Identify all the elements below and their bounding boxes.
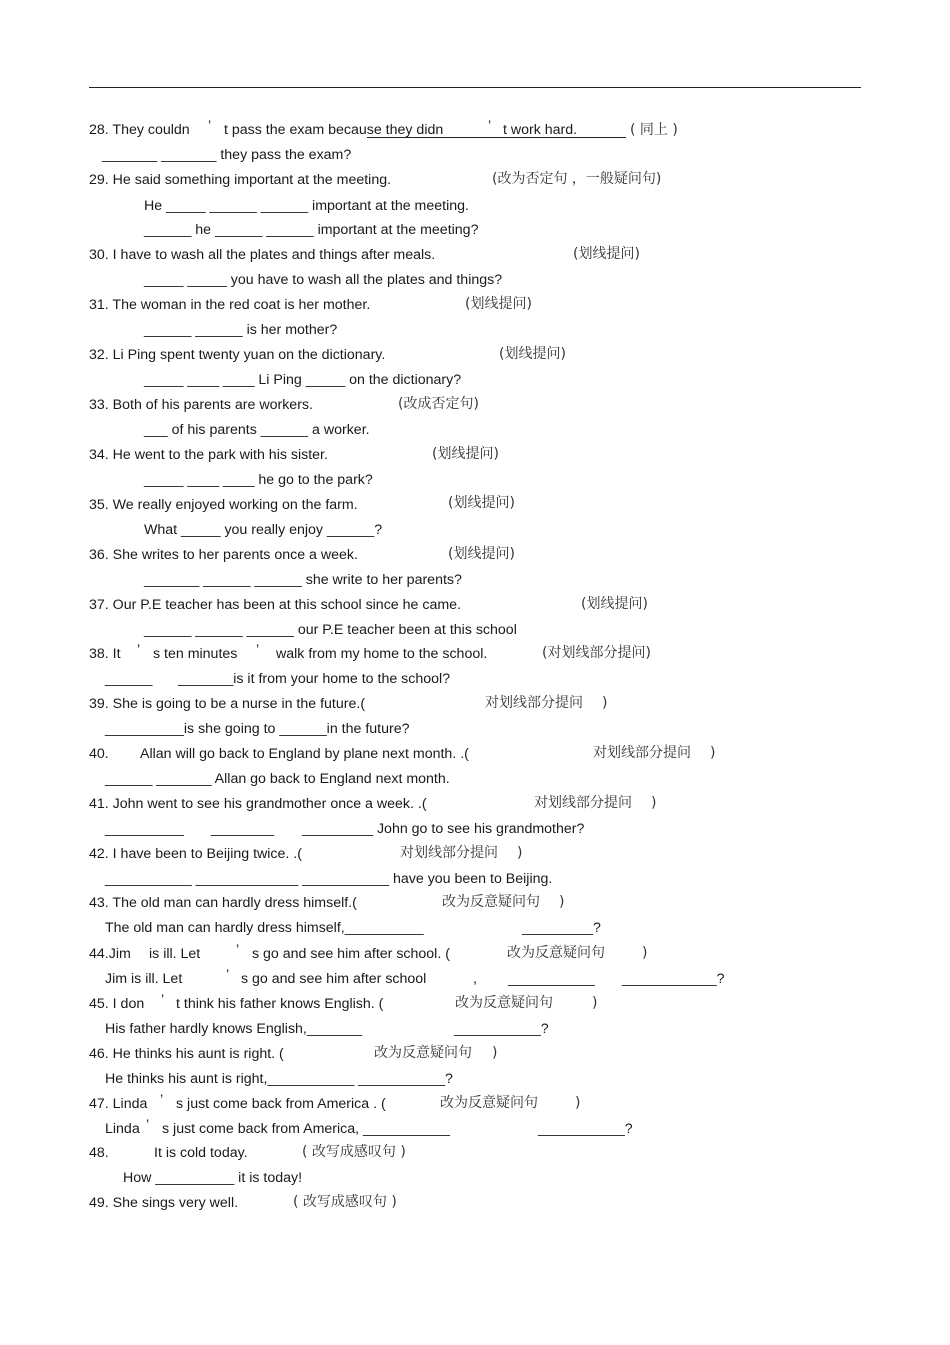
q42-answer-line: ___________ _____________ ___________ have you been to Beijing.: [105, 871, 553, 887]
q43-prompt: 43. The old man can hardly dress himself.(: [89, 895, 357, 911]
q32-prompt: 32. Li Ping spent twenty yuan on the dictionary.: [89, 347, 386, 363]
q41-close-paren: ): [651, 795, 657, 811]
q44-prompt-part3: s go and see him after school. (: [252, 946, 450, 962]
q46-close-paren: ): [492, 1045, 498, 1061]
q38-answer-line: _______is it from your home to the school?: [178, 671, 451, 687]
q45-apostrophe: ’: [161, 992, 165, 1008]
q45-prompt-part2: t think his father knows English. (: [176, 996, 384, 1012]
q41-prompt: 41. John went to see his grandmother once a week. .(: [89, 796, 427, 812]
q42-prompt: 42. I have been to Beijing twice. .(: [89, 846, 302, 862]
q40-answer-line: ______ _______ Allan go back to England next month.: [105, 771, 450, 787]
q36-prompt: 36. She writes to her parents once a week.: [89, 547, 358, 563]
q35-answer-line: What _____ you really enjoy ______?: [144, 522, 383, 538]
q44-answer-comma: ,: [473, 971, 477, 987]
q28-answer-line: _______ _______ they pass the exam?: [102, 147, 352, 163]
q31-answer-line: ______ ______ is her mother?: [144, 322, 338, 338]
q39-close-paren: ): [602, 695, 608, 711]
q47-instruction: 改为反意疑问句: [440, 1095, 538, 1111]
q46-answer-line: He thinks his aunt is right,___________ ___________?: [105, 1071, 453, 1087]
q40-instruction: 对划线部分提问: [593, 745, 691, 761]
q46-prompt: 46. He thinks his aunt is right. (: [89, 1046, 284, 1062]
q28-apostrophe: ’: [208, 118, 212, 134]
q33-instruction: (改成否定句): [398, 396, 479, 412]
q47-close-paren: ): [575, 1095, 581, 1111]
q47-apostrophe: ’: [160, 1092, 164, 1108]
q41-answer-blank-1: __________: [105, 821, 184, 837]
q45-close-paren: ): [592, 995, 598, 1011]
q29-prompt: 29. He said something important at the meeting.: [89, 172, 392, 188]
q44-prompt-part2: is ill. Let: [149, 946, 201, 962]
q38-answer-blank: ______: [105, 671, 153, 687]
q44-answer-part2: s go and see him after school: [241, 971, 427, 987]
q28-underline: [367, 137, 626, 138]
q44-answer-blank-1: ___________: [508, 971, 595, 987]
q36-instruction: (划线提问): [448, 546, 515, 562]
q40-close-paren: ): [710, 745, 716, 761]
q47-prompt-part1: 47. Linda: [89, 1096, 148, 1112]
q29-answer-line-2: ______ he ______ ______ important at the meeting?: [144, 222, 479, 238]
q43-close-paren: ): [559, 894, 565, 910]
q30-instruction: (划线提问): [573, 246, 640, 262]
q47-prompt-part2: s just come back from America . (: [176, 1096, 386, 1112]
q37-answer-line: ______ ______ ______ our P.E teacher been at this school: [144, 622, 517, 638]
q30-prompt: 30. I have to wash all the plates and things after meals.: [89, 247, 436, 263]
q44-answer-blank-2: ____________?: [622, 971, 725, 987]
q34-prompt: 34. He went to the park with his sister.: [89, 447, 328, 463]
q48-prompt: It is cold today.: [154, 1145, 248, 1161]
q38-apostrophe: ’: [137, 642, 141, 658]
q44-close-paren: ): [642, 945, 648, 961]
q45-answer-blank: ___________?: [454, 1021, 549, 1037]
q34-instruction: (划线提问): [432, 446, 499, 462]
q32-answer-line: _____ ____ ____ Li Ping _____ on the dictionary?: [144, 372, 462, 388]
q30-answer-line: _____ _____ you have to wash all the plates and things?: [144, 272, 503, 288]
q47-apostrophe: ’: [146, 1117, 150, 1133]
q42-close-paren: ): [517, 845, 523, 861]
q35-instruction: (划线提问): [448, 495, 515, 511]
q40-prompt: Allan will go back to England by plane next month. .(: [140, 746, 469, 762]
q39-answer-line: __________is she going to ______in the future?: [105, 721, 410, 737]
q37-prompt: 37. Our P.E teacher has been at this school since he came.: [89, 597, 461, 613]
q41-answer-line: _________ John go to see his grandmother?: [302, 821, 585, 837]
q39-instruction: 对划线部分提问: [485, 695, 583, 711]
q32-instruction: (划线提问): [499, 346, 566, 362]
q41-instruction: 对划线部分提问: [534, 795, 632, 811]
q38-prompt-part2: s ten minutes: [153, 646, 238, 662]
q28-prompt-part1: 28. They couldn: [89, 122, 190, 138]
q46-instruction: 改为反意疑问句: [374, 1045, 472, 1061]
q38-apostrophe: ’: [256, 642, 260, 658]
q44-apostrophe: ’: [236, 942, 240, 958]
q38-prompt-part1: 38. It: [89, 646, 121, 662]
q47-answer-blank: ___________?: [538, 1121, 633, 1137]
q49-instruction: ( 改写成感叹句 ): [293, 1194, 397, 1210]
q47-answer-part2: s just come back from America, ___________: [162, 1121, 450, 1137]
q28-instruction: ( 同上 ): [630, 122, 678, 138]
q36-answer-line: _______ ______ ______ she write to her parents?: [144, 572, 462, 588]
q28-apostrophe: ’: [488, 118, 492, 134]
q42-instruction: 对划线部分提问: [400, 845, 498, 861]
q35-prompt: 35. We really enjoyed working on the farm.: [89, 497, 358, 513]
q37-instruction: (划线提问): [581, 596, 648, 612]
q49-prompt: 49. She sings very well.: [89, 1195, 239, 1211]
q45-instruction: 改为反意疑问句: [455, 995, 553, 1011]
q45-prompt-part1: 45. I don: [89, 996, 145, 1012]
q31-prompt: 31. The woman in the red coat is her mother.: [89, 297, 371, 313]
q40-number: 40.: [89, 746, 109, 762]
q28-prompt-part3: t work hard.: [503, 122, 578, 138]
q44-instruction: 改为反意疑问句: [507, 945, 605, 961]
q31-instruction: (划线提问): [465, 296, 532, 312]
header-rule: [89, 87, 861, 88]
q45-answer-line: His father hardly knows English,_______: [105, 1021, 363, 1037]
q33-prompt: 33. Both of his parents are workers.: [89, 397, 313, 413]
q44-answer-part1: Jim is ill. Let: [105, 971, 183, 987]
q39-prompt: 39. She is going to be a nurse in the future.(: [89, 696, 366, 712]
q43-answer-line: The old man can hardly dress himself,__________: [105, 920, 424, 936]
q29-answer-line-1: He _____ ______ ______ important at the meeting.: [144, 198, 469, 214]
q48-answer-line: How __________ it is today!: [123, 1170, 303, 1186]
q33-answer-line: ___ of his parents ______ a worker.: [144, 422, 370, 438]
q29-instruction: (改为否定句 ，一般疑问句): [492, 171, 662, 187]
q28-prompt-part2: t pass the exam because they didn: [224, 122, 444, 138]
q34-answer-line: _____ ____ ____ he go to the park?: [144, 472, 373, 488]
q47-answer-part1: Linda: [105, 1121, 140, 1137]
q44-apostrophe: ’: [226, 967, 230, 983]
q38-instruction: (对划线部分提问): [542, 645, 651, 661]
q41-answer-blank-2: ________: [211, 821, 275, 837]
q44-prompt-part1: 44.Jim: [89, 946, 131, 962]
q43-answer-blank: _________?: [522, 920, 601, 936]
q48-number: 48.: [89, 1145, 109, 1161]
q48-instruction: ( 改写成感叹句 ): [302, 1144, 406, 1160]
q38-prompt-part3: walk from my home to the school.: [276, 646, 488, 662]
q43-instruction: 改为反意疑问句: [442, 894, 540, 910]
